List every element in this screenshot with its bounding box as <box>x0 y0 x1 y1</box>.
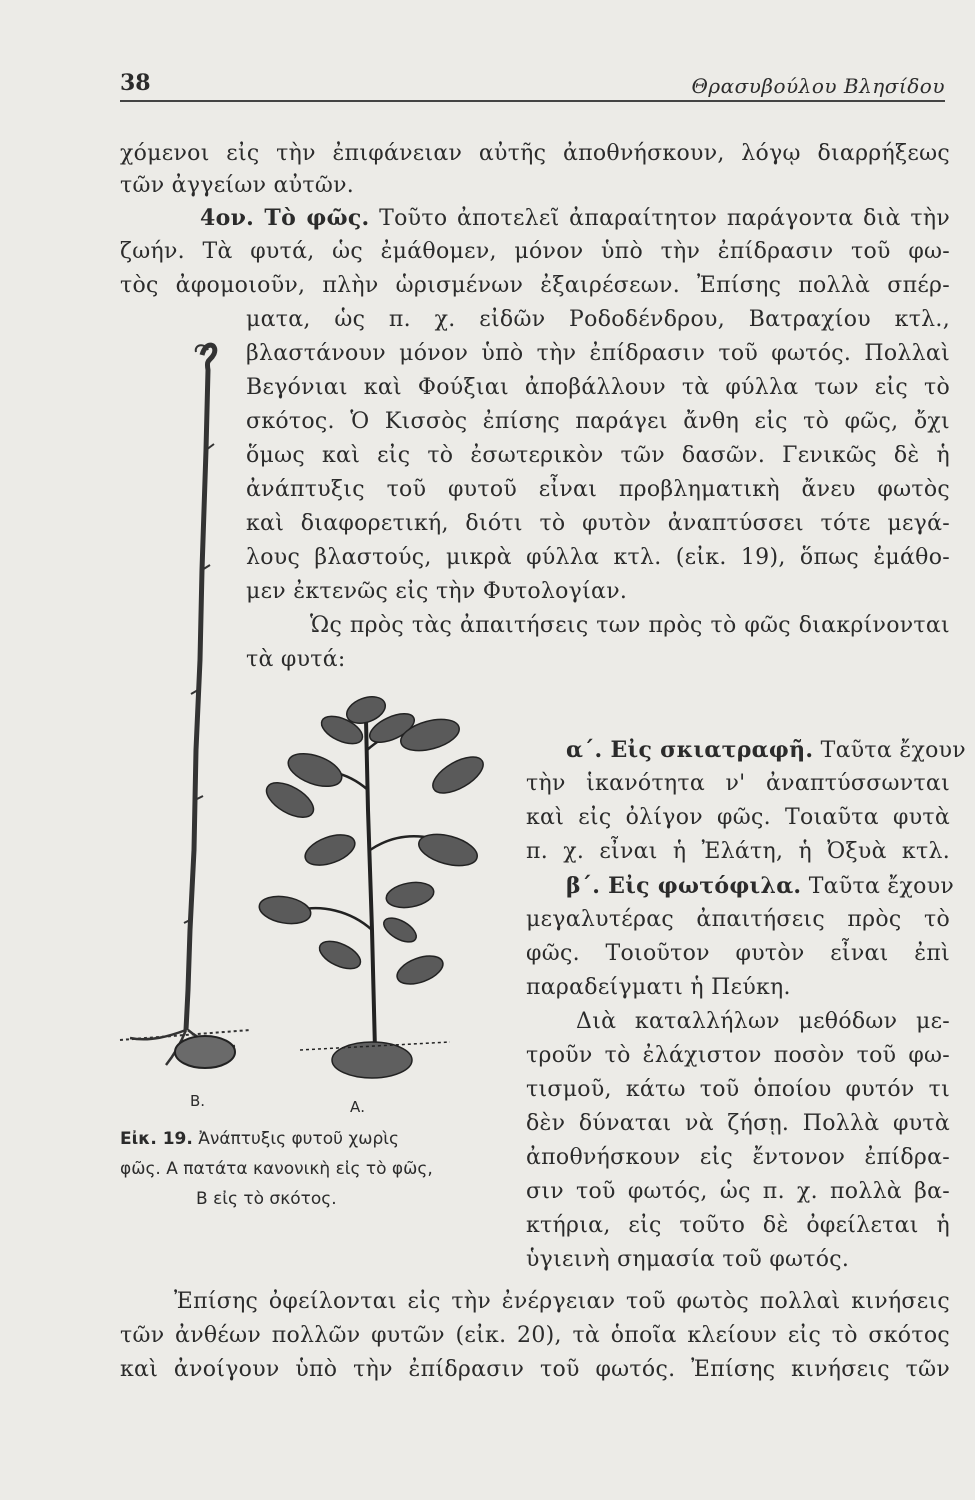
text-line: κτήρια, εἰς τοῦτο δὲ ὀφείλεται ἡ <box>526 1213 950 1238</box>
figure-label-b: Β. <box>190 1092 206 1110</box>
text-span: Τοῦτο ἀποτελεῖ ἀπαραίτητον παράγοντα διὰ τὴν <box>369 206 950 231</box>
figure-caption-number: Εἰκ. 19. <box>120 1129 193 1149</box>
text-line: ἀνάπτυξις τοῦ φυτοῦ εἶναι προβληματικὴ ἄνευ φωτὸς <box>246 477 950 502</box>
figure-caption-line: φῶς. Α πατάτα κανονικὴ εἰς τὸ φῶς, <box>120 1159 433 1179</box>
page-number: 38 <box>120 70 151 96</box>
text-line: ματα, ὡς π. χ. εἰδῶν Ροδοδένδρου, Βατραχίου κτλ., <box>246 307 950 332</box>
text-line: παραδείγματι ἡ Πεύκη. <box>526 975 791 1000</box>
text-line: τῶν ἀνθέων πολλῶν φυτῶν (εἰκ. 20), τὰ ὁποῖα κλείουν εἰς τὸ σκότος <box>120 1323 950 1348</box>
text-line: λους βλαστούς, μικρὰ φύλλα κτλ. (εἰκ. 19), ὅπως ἐμάθο- <box>246 545 950 570</box>
text-line <box>566 736 966 765</box>
category-heading-light: β΄. Εἰς φωτόφιλα. <box>566 873 802 899</box>
text-line: Βεγόνιαι καὶ Φούξιαι ἀποβάλλουν τὰ φύλλα των εἰς τὸ <box>246 375 950 400</box>
text-line: βλαστάνουν μόνον ὑπὸ τὴν ἐπίδρασιν τοῦ φωτός. Πολλαὶ <box>246 341 950 366</box>
running-head: Θρασυβούλου Βλησίδου <box>691 74 945 98</box>
text-line: ἀποθνήσκουν εἰς ἔντονον ἐπίδρα- <box>526 1145 950 1170</box>
text-line: φῶς. Τοιοῦτον φυτὸν εἶναι ἐπὶ <box>526 941 950 966</box>
category-heading-shade: α΄. Εἰς σκιατραφῆ. <box>566 737 814 763</box>
text-line: τὰ φυτά: <box>246 647 346 672</box>
text-span: Ἀνάπτυξις φυτοῦ χωρὶς <box>192 1129 399 1149</box>
text-line: τροῦν τὸ ἐλάχιστον ποσὸν τοῦ φω- <box>526 1043 950 1068</box>
text-line: ζωήν. Τὰ φυτά, ὡς ἐμάθομεν, μόνον ὑπὸ τὴν ἐπίδρασιν τοῦ φω- <box>120 239 950 264</box>
text-line <box>566 872 955 901</box>
text-line: Ὡς πρὸς τὰς ἀπαιτήσεις των πρὸς τὸ φῶς διακρίνονται <box>310 613 950 638</box>
figure-caption-line <box>120 1126 399 1152</box>
figure-label-a: Α. <box>350 1098 366 1116</box>
text-line: μεγαλυτέρας ἀπαιτήσεις πρὸς τὸ <box>526 907 950 932</box>
text-span: Ταῦτα ἔχουν <box>813 738 966 763</box>
text-line: σιν τοῦ φωτός, ὡς π. χ. πολλὰ βα- <box>526 1179 950 1204</box>
text-line: ὅμως καὶ εἰς τὸ ἐσωτερικὸν τῶν δασῶν. Γενικῶς δὲ ἡ <box>246 443 950 468</box>
figure-19 <box>110 330 495 1116</box>
text-line: τῶν ἀγγείων αὐτῶν. <box>120 173 355 198</box>
header-rule <box>120 100 945 102</box>
plant-illustration <box>110 330 495 1110</box>
text-line: καὶ διαφορετική, διότι τὸ φυτὸν ἀναπτύσσει τότε μεγά- <box>246 511 950 536</box>
text-line: καὶ ἀνοίγουν ὑπὸ τὴν ἐπίδρασιν τοῦ φωτός. Ἐπίσης κινήσεις τῶν <box>120 1357 950 1382</box>
text-span: Ταῦτα ἔχουν <box>801 874 955 899</box>
figure-caption-line: Β εἰς τὸ σκότος. <box>196 1189 337 1209</box>
text-line: μεν ἐκτενῶς εἰς τὴν Φυτολογίαν. <box>246 579 628 604</box>
section-heading: 4ον. Τὸ φῶς. <box>200 205 370 231</box>
text-line: χόμενοι εἰς τὴν ἐπιφάνειαν αὐτῆς ἀποθνήσκουν, λόγῳ διαρρήξεως <box>120 141 950 166</box>
text-line: π. χ. εἶναι ἡ Ἐλάτη, ἡ Ὀξυὰ κτλ. <box>526 839 950 864</box>
text-line: τὴν ἱκανότητα ν' ἀναπτύσσωνται <box>526 771 950 796</box>
text-line: σκότος. Ὁ Κισσὸς ἐπίσης παράγει ἄνθη εἰς τὸ φῶς, ὄχι <box>246 409 950 434</box>
page-header <box>120 66 945 102</box>
text-line: τὸς ἀφομοιοῦν, πλὴν ὡρισμένων ἐξαιρέσεων. Ἐπίσης πολλὰ σπέρ- <box>120 273 950 298</box>
text-line <box>200 204 950 233</box>
text-line: Διὰ καταλλήλων μεθόδων με- <box>576 1009 950 1034</box>
text-line: τισμοῦ, κάτω τοῦ ὁποίου φυτόν τι <box>526 1077 950 1102</box>
text-line: Ἐπίσης ὀφείλονται εἰς τὴν ἐνέργειαν τοῦ φωτὸς πολλαὶ κινήσεις <box>174 1289 950 1314</box>
plant-b-etiolated <box>120 345 250 1068</box>
text-line: καὶ εἰς ὀλίγον φῶς. Τοιαῦτα φυτὰ <box>526 805 950 830</box>
text-line: ὑγιεινὴ σημασία τοῦ φωτός. <box>526 1247 850 1272</box>
text-line: δὲν δύναται νὰ ζήσῃ. Πολλὰ φυτὰ <box>526 1111 950 1136</box>
plant-a-normal <box>257 692 489 1078</box>
